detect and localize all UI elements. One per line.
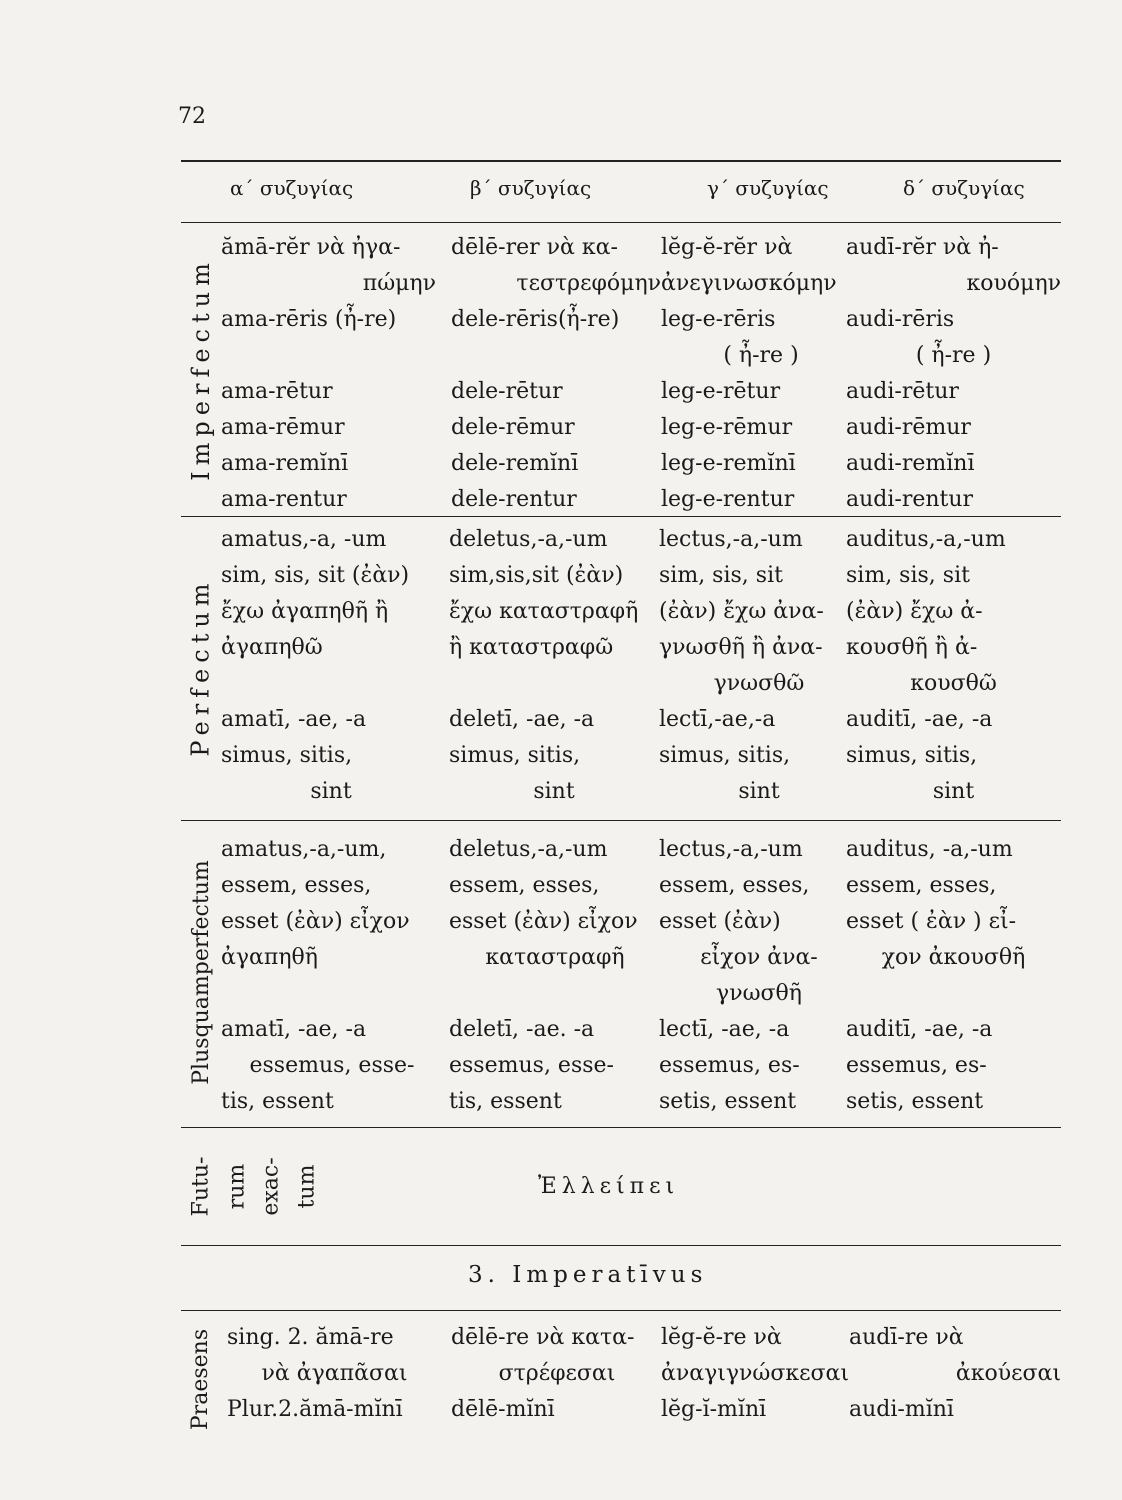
plusquamperfectum-col1: amatus,-a,-um, essem, esses, esset (ἐὰν) εἶχον ἀγαπηθῆ amatī, -ae, -a essemus, esse- tis, essent — [221, 837, 415, 1114]
table-top-rule — [181, 160, 1061, 162]
imperfectum-col2: dēlē-rer νὰ κα- τεστρεφόμην dele-rēris(ἦ-re) dele-rētur dele-rēmur dele-remĭnī dele-rentur — [451, 235, 661, 512]
perfectum-col1: amatus,-a, -um sim, sis, sit (ἐὰν) ἔχω ἀγαπηθῆ ἢ ἀγαπηθῶ amatī, -ae, -a simus, sitis, sint — [221, 527, 410, 804]
column-header-2: β΄ συζυγίας — [470, 176, 592, 200]
praesens-col3: lĕg-ĕ-re νὰ ἀναγιγνώσκεσαι lĕg-ĭ-mĭnī — [661, 1325, 849, 1422]
imperfectum-bottom-rule — [181, 516, 1061, 517]
praesens-col4: audī-re νὰ ἀκούεσαι audi-mĭnī — [849, 1325, 1061, 1422]
perfectum-label: Perfectum — [187, 577, 216, 757]
futurum-label-3: exac- — [258, 1156, 284, 1216]
column-header-4: δ΄ συζυγίας — [903, 176, 1025, 200]
perfectum-bottom-rule — [181, 820, 1061, 821]
column-header-3: γ΄ συζυγίας — [707, 176, 829, 200]
plusquamperfectum-label: Plusquamperfectum — [188, 859, 214, 1085]
futurum-label-1: Futu- — [188, 1156, 214, 1216]
column-header-1: α΄ συζυγίας — [230, 176, 354, 200]
plusquamperfectum-col2: deletus,-a,-um essem, esses, esset (ἐὰν) εἶχον καταστραφῆ deletī, -ae. -a essemus, esse- tis, essent — [449, 837, 638, 1114]
plusquamperfectum-section — [181, 822, 1061, 1122]
imperfectum-section — [181, 224, 1061, 514]
plusquamperfectum-bottom-rule — [181, 1127, 1061, 1128]
imperfectum-col1: ămā-rĕr νὰ ἠγα- πώμην ama-rēris (ἦ-re) ama-rētur ama-rēmur ama-remĭnī ama-rentur — [221, 235, 436, 512]
perfectum-col4: auditus,-a,-um sim, sis, sit (ἐὰν) ἔχω ἀ- κουσθῆ ἢ ἀ- κουσθῶ auditī, -ae, -a simus, sitis, sint — [846, 527, 1006, 804]
header-bottom-rule — [181, 222, 1061, 223]
praesens-label: Praesens — [188, 1328, 214, 1430]
futurum-label-4: tum — [294, 1164, 320, 1208]
imperfectum-col3: lĕg-ĕ-rĕr νὰ ἀνεγινωσκόμην leg-e-rēris ( ἦ-re ) leg-e-rētur leg-e-rēmur leg-e-remĭnī leg-e-rentur — [661, 235, 837, 512]
imperativus-heading-rule — [181, 1310, 1061, 1311]
praesens-col1: sing. 2. ămā-re νὰ ἀγαπᾶσαι Plur.2.ămā-mĭnī — [227, 1325, 408, 1422]
futurum-label-2: rum — [224, 1163, 250, 1209]
perfectum-col3: lectus,-a,-um sim, sis, sit (ἐὰν) ἔχω ἀνα- γνωσθῆ ἢ ἀνα- γνωσθῶ lectī,-ae,-a simus, sitis, sint — [659, 527, 824, 804]
page-number: 72 — [178, 104, 206, 129]
plusquamperfectum-col3: lectus,-a,-um essem, esses, esset (ἐὰν) εἶχον ἀνα- γνωσθῆ lectī, -ae, -a essemus, es- setis, essent — [659, 837, 818, 1114]
praesens-col2: dēlē-re νὰ κατα- στρέφεσαι dēlē-mĭnī — [451, 1325, 635, 1422]
imperfectum-col4: audī-rĕr νὰ ἠ- κουόμην audi-rēris ( ἦ-re ) audi-rētur audi-rēmur audi-remĭnī audi-rentur — [846, 235, 1061, 512]
imperfectum-label: Imperfectum — [187, 257, 216, 481]
perfectum-section — [181, 518, 1061, 816]
futurum-exactum-section — [181, 1130, 1061, 1242]
imperativus-heading: 3. Imperatīvus — [468, 1262, 708, 1288]
futurum-bottom-rule — [181, 1245, 1061, 1246]
perfectum-col2: deletus,-a,-um sim,sis,sit (ἐὰν) ἔχω καταστραφῆ ἢ καταστραφῶ deletī, -ae, -a simus, sitis, sint — [449, 527, 639, 804]
plusquamperfectum-col4: auditus, -a,-um essem, esses, esset ( ἐὰν ) εἶ- χον ἀκουσθῆ auditī, -ae, -a essemus, es- setis, essent — [846, 837, 1026, 1114]
praesens-section — [181, 1314, 1061, 1444]
futurum-exactum-text: Ἐλλείπει — [538, 1174, 680, 1199]
